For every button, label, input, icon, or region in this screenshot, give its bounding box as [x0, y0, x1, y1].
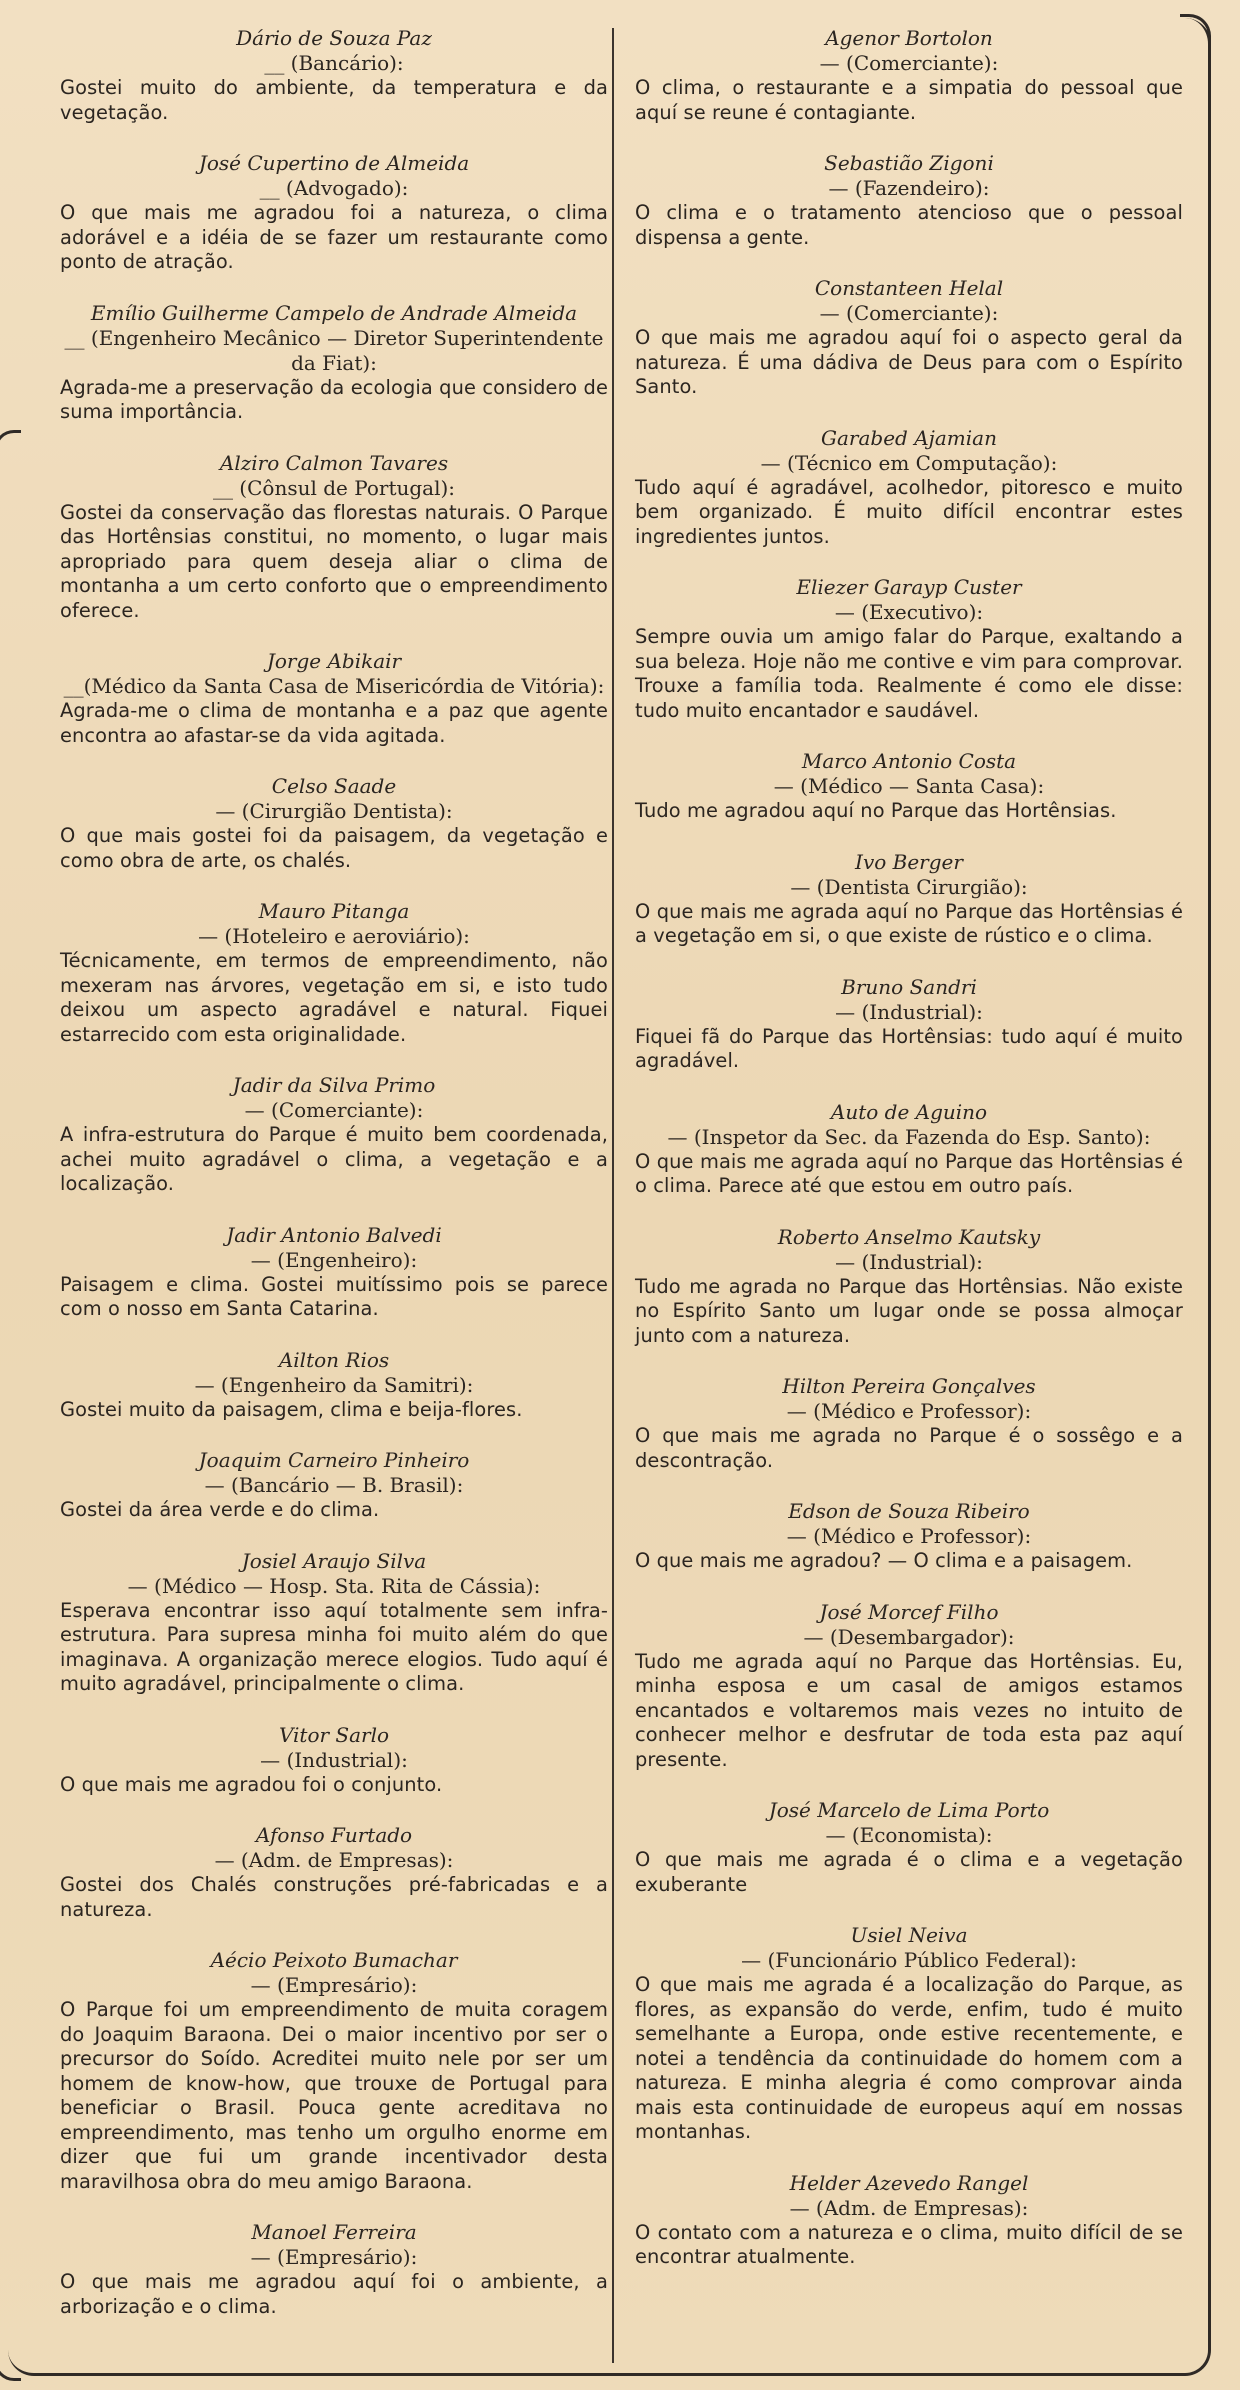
person-role: — (Hoteleiro e aeroviário): [198, 924, 470, 948]
testimonial-quote: Tudo aquí é agradável, acolhedor, pitoresco e muito bem organizado. É muito difícil encontrar estes ingredientes juntos. [635, 475, 1183, 548]
testimonial-entry [635, 1600, 1183, 1773]
testimonial-entry [60, 774, 608, 873]
testimonial-quote: O clima, o restaurante e a simpatia do pessoal que aquí se reune é contagiante. [635, 76, 1183, 124]
testimonial-entry [60, 1823, 608, 1922]
person-role: — (Comerciante): [244, 1098, 424, 1122]
testimonial-quote: O que mais me agrada aquí no Parque das Hortênsias é o clima. Parece até que estou em outro país. [635, 1149, 1183, 1197]
person-name: Alziro Calmon Tavares [219, 450, 449, 475]
testimonial-entry [635, 276, 1183, 400]
person-name: Dário de Souza Paz [236, 26, 432, 50]
person-name: Emílio Guilherme Campelo de Andrade Almeida [90, 300, 578, 325]
person-role: — (Economista): [825, 1823, 993, 1847]
person-role: — (Adm. de Empresas): [214, 1848, 454, 1872]
testimonial-quote: O que mais me agradou aquí foi o aspecto geral da natureza. É uma dádiva de Deus para com o Espírito Santo. [635, 326, 1183, 398]
testimonial-entry [60, 1549, 608, 1697]
person-name: Marco Antonio Costa [801, 749, 1017, 773]
testimonial-entry [635, 975, 1183, 1074]
person-role: — (Desembargador): [803, 1624, 1015, 1649]
testimonial-quote: Gostei muito da paisagem, clima e beija-flores. [60, 1397, 523, 1421]
testimonial-quote: A infra-estrutura do Parque é muito bem coordenada, achei muito agradável o clima, a vegetação e a localização. [60, 1123, 608, 1195]
testimonial-quote: O que mais me agradou? — O clima e a paisagem. [635, 1549, 1133, 1572]
testimonial-entry [635, 1374, 1183, 1473]
person-role: — (Fazendeiro): [828, 176, 990, 200]
person-name: Usiel Neiva [850, 1923, 968, 1947]
testimonial-entry [635, 850, 1183, 949]
person-name: Hilton Pereira Gonçalves [782, 1374, 1036, 1398]
testimonial-entry [635, 1798, 1183, 1897]
testimonial-entry [635, 1100, 1183, 1199]
testimonial-quote: Paisagem e clima. Gostei muitíssimo pois se parece com o nosso em Santa Catarina. [60, 1272, 608, 1320]
testimonial-entry [60, 1223, 608, 1322]
person-name: Aécio Peixoto Bumachar [210, 1948, 458, 1972]
left-column [60, 26, 608, 2345]
person-role: — (Médico e Professor): [786, 1399, 1032, 1423]
person-role: — (Médico e Professor): [786, 1524, 1032, 1548]
testimonial-quote: O que mais me agrada é o clima e a vegetação exuberante [635, 1848, 1183, 1896]
testimonial-quote: O que mais me agradou foi a natureza, o clima adorável e a idéia de se fazer um restaurante como ponto de atração. [60, 201, 608, 273]
testimonial-quote: Tudo me agrada aquí no Parque das Hortênsias. Eu, minha esposa e um casal de amigos estamos encantados e voltaremos mais vezes no intuito de conhecer melhor e desfrutar de toda esta paz aquí presente. [635, 1649, 1183, 1771]
testimonial-entry [635, 575, 1183, 723]
person-name: Ivo Berger [855, 849, 963, 874]
person-role: — (Funcionário Público Federal): [741, 1948, 1077, 1972]
testimonial-quote: Fiquei fã do Parque das Hortênsias: tudo aquí é muito agradável. [635, 1024, 1183, 1072]
testimonial-entry [60, 301, 608, 425]
testimonial-entry [60, 899, 608, 1047]
testimonial-entry [60, 649, 608, 748]
testimonial-entry [60, 1348, 608, 1423]
person-role: __ (Cônsul de Portugal): [212, 475, 456, 500]
testimonial-entry [60, 151, 608, 275]
person-name: Garabed Ajamian [821, 425, 997, 450]
person-name: José Cupertino de Almeida [198, 151, 470, 175]
person-role: — (Comerciante): [819, 51, 999, 75]
testimonial-quote: Gostei muito do ambiente, da temperatura e da vegetação. [60, 76, 608, 124]
testimonial-entry [635, 426, 1183, 550]
testimonial-quote: O contato com a natureza e o clima, muito difícil de se encontrar atualmente. [635, 2220, 1183, 2268]
person-name: Jadir da Silva Primo [232, 1073, 436, 1097]
left-border-bracket [0, 430, 21, 2381]
person-role: __ (Engenheiro Mecânico — Diretor Superintendente da Fiat): [64, 325, 604, 375]
person-role: — (Industrial): [260, 1747, 408, 1772]
testimonial-quote: Gostei da conservação das florestas naturais. O Parque das Hortênsias constitui, no momento, o lugar mais apropriado para quem deseja aliar o clima de montanha a um certo conforto que o empreendimento oferece. [60, 500, 608, 622]
person-role: — (Executivo): [834, 600, 984, 624]
person-role: __ (Bancário): [264, 51, 404, 75]
person-role: — (Técnico em Computação): [760, 450, 1058, 475]
person-role: — (Industrial): [835, 1249, 983, 1274]
testimonial-quote: Tudo me agrada no Parque das Hortênsias. Não existe no Espírito Santo um lugar onde se possa almoçar junto com a natureza. [635, 1274, 1183, 1347]
person-name: Joaquim Carneiro Pinheiro [198, 1448, 470, 1472]
person-role: — (Bancário — B. Brasil): [204, 1473, 464, 1497]
testimonial-entry [60, 1448, 608, 1523]
testimonial-entry [60, 451, 608, 624]
testimonial-quote: O que mais me agradou aquí foi o ambiente, a arborização e o clima. [60, 2270, 608, 2318]
testimonial-entry [60, 1948, 608, 2194]
testimonial-quote: Agrada-me a preservação da ecologia que considero de suma importância. [60, 375, 608, 423]
person-name: Celso Saade [271, 774, 397, 798]
person-name: Agenor Bortolon [825, 26, 993, 50]
person-name: Jorge Abikair [266, 649, 402, 673]
testimonial-entry [60, 26, 608, 125]
testimonial-quote: Agrada-me o clima de montanha e a paz que agente encontra ao afastar-se da vida agitada. [60, 699, 608, 747]
testimonial-quote: Gostei dos Chalés construções pré-fabricadas e a natureza. [60, 1873, 608, 1921]
testimonial-quote: Gostei da área verde e do clima. [60, 1498, 380, 1521]
person-role: — (Médico — Hosp. Sta. Rita de Cássia): [127, 1573, 541, 1598]
person-name: Mauro Pitanga [258, 899, 410, 923]
testimonial-quote: O que mais me agrada no Parque é o sossêgo e a descontração. [635, 1424, 1183, 1472]
person-role: — (Industrial): [835, 999, 983, 1024]
testimonial-quote: Esperava encontrar isso aquí totalmente sem infra-estrutura. Para supresa minha foi muito além do que imaginava. A organização merece elogios. Tudo aquí é muito agradável, principalmente o clima. [60, 1598, 608, 1695]
person-name: José Marcelo de Lima Porto [768, 1798, 1050, 1822]
testimonial-entry [635, 1225, 1183, 1349]
top-right-border-corner [1180, 14, 1211, 47]
person-name: Constanteen Helal [814, 276, 1004, 300]
testimonial-entry [60, 1073, 608, 1197]
person-name: Ailton Rios [278, 1347, 390, 1372]
person-role: — (Empresário): [250, 1973, 418, 1997]
person-name: Afonso Furtado [255, 1823, 413, 1847]
testimonial-quote: Tudo me agradou aquí no Parque das Hortênsias. [635, 799, 1117, 822]
person-role: — (Adm. de Empresas): [789, 2195, 1029, 2220]
person-role: — (Comerciante): [819, 301, 999, 325]
testimonial-quote: O que mais me agrada aquí no Parque das Hortênsias é a vegetação em si, o que existe de rústico e o clima. [635, 899, 1183, 947]
testimonial-entry [635, 151, 1183, 250]
person-role: — (Inspetor da Sec. da Fazenda do Esp. Santo): [667, 1124, 1151, 1149]
testimonial-quote: O clima e o tratamento atencioso que o pessoal dispensa a gente. [635, 201, 1183, 249]
person-role: — (Engenheiro): [250, 1247, 418, 1272]
person-role: — (Médico — Santa Casa): [773, 774, 1045, 798]
person-role: — (Empresário): [250, 2245, 418, 2269]
right-column [635, 26, 1183, 2296]
testimonial-entry [60, 1723, 608, 1798]
person-name: José Morcef Filho [819, 1599, 999, 1624]
person-name: Jadir Antonio Balvedi [226, 1222, 442, 1247]
person-name: Helder Azevedo Rangel [789, 2170, 1029, 2195]
person-role: __ (Advogado): [259, 176, 409, 200]
testimonial-entry [635, 1499, 1183, 1574]
testimonial-entry [635, 749, 1183, 824]
testimonial-quote: O Parque foi um empreendimento de muita coragem do Joaquim Baraona. Dei o maior incentivo por ser o precursor do Soído. Acreditei muito nele por ser um homem de know-how, que trouxe de Portugal para beneficiar o Brasil. Pouca gente acreditava no empreendimento, mas tenho um orgulho enorme em dizer que fui um grande incentivador desta maravilhosa obra do meu amigo Baraona. [60, 1998, 608, 2193]
testimonial-quote: O que mais me agrada é a localização do Parque, as flores, as expansão do verde, enfim, tudo é muito semelhante a Europa, onde estive recentemente, e notei a tendência da continuidade do homem com a natureza. E minha alegria é como comprovar ainda mais esta continuidade de europeus aquí em nossas montanhas. [635, 1973, 1183, 2143]
person-name: Sebastião Zigoni [824, 151, 994, 175]
person-role: — (Dentista Cirurgião): [790, 874, 1028, 899]
testimonial-entry [60, 2220, 608, 2319]
person-name: Auto de Aguino [830, 1099, 988, 1124]
testimonial-quote: O que mais gostei foi da paisagem, da vegetação e como obra de arte, os chalés. [60, 824, 608, 872]
person-name: Eliezer Garayp Custer [796, 575, 1022, 599]
person-name: Bruno Sandri [841, 974, 977, 999]
testimonial-entry [635, 26, 1183, 125]
column-divider [612, 28, 614, 2363]
person-role: — (Cirurgião Dentista): [215, 799, 453, 823]
person-name: Vitor Sarlo [278, 1722, 390, 1747]
testimonial-quote: O que mais me agradou foi o conjunto. [60, 1772, 443, 1796]
person-name: Roberto Anselmo Kautsky [777, 1224, 1041, 1249]
person-role: __(Médico da Santa Casa de Misericórdia de Vitória): [63, 674, 605, 698]
person-name: Edson de Souza Ribeiro [788, 1499, 1030, 1523]
person-role: — (Engenheiro da Samitri): [194, 1372, 474, 1397]
testimonial-quote: Técnicamente, em termos de empreendimento, não mexeram nas árvores, vegetação em si, e isto tudo deixou um aspecto agradável e natural. Fiquei estarrecido com esta originalidade. [60, 949, 608, 1046]
testimonial-entry [635, 1923, 1183, 2145]
testimonial-entry [635, 2171, 1183, 2270]
person-name: Josiel Araujo Silva [241, 1548, 427, 1573]
testimonial-quote: Sempre ouvia um amigo falar do Parque, exaltando a sua beleza. Hoje não me contive e vim para comprovar. Trouxe a família toda. Realmente é como ele disse: tudo muito encantador e saudável. [635, 625, 1183, 722]
person-name: Manoel Ferreira [251, 2220, 417, 2244]
